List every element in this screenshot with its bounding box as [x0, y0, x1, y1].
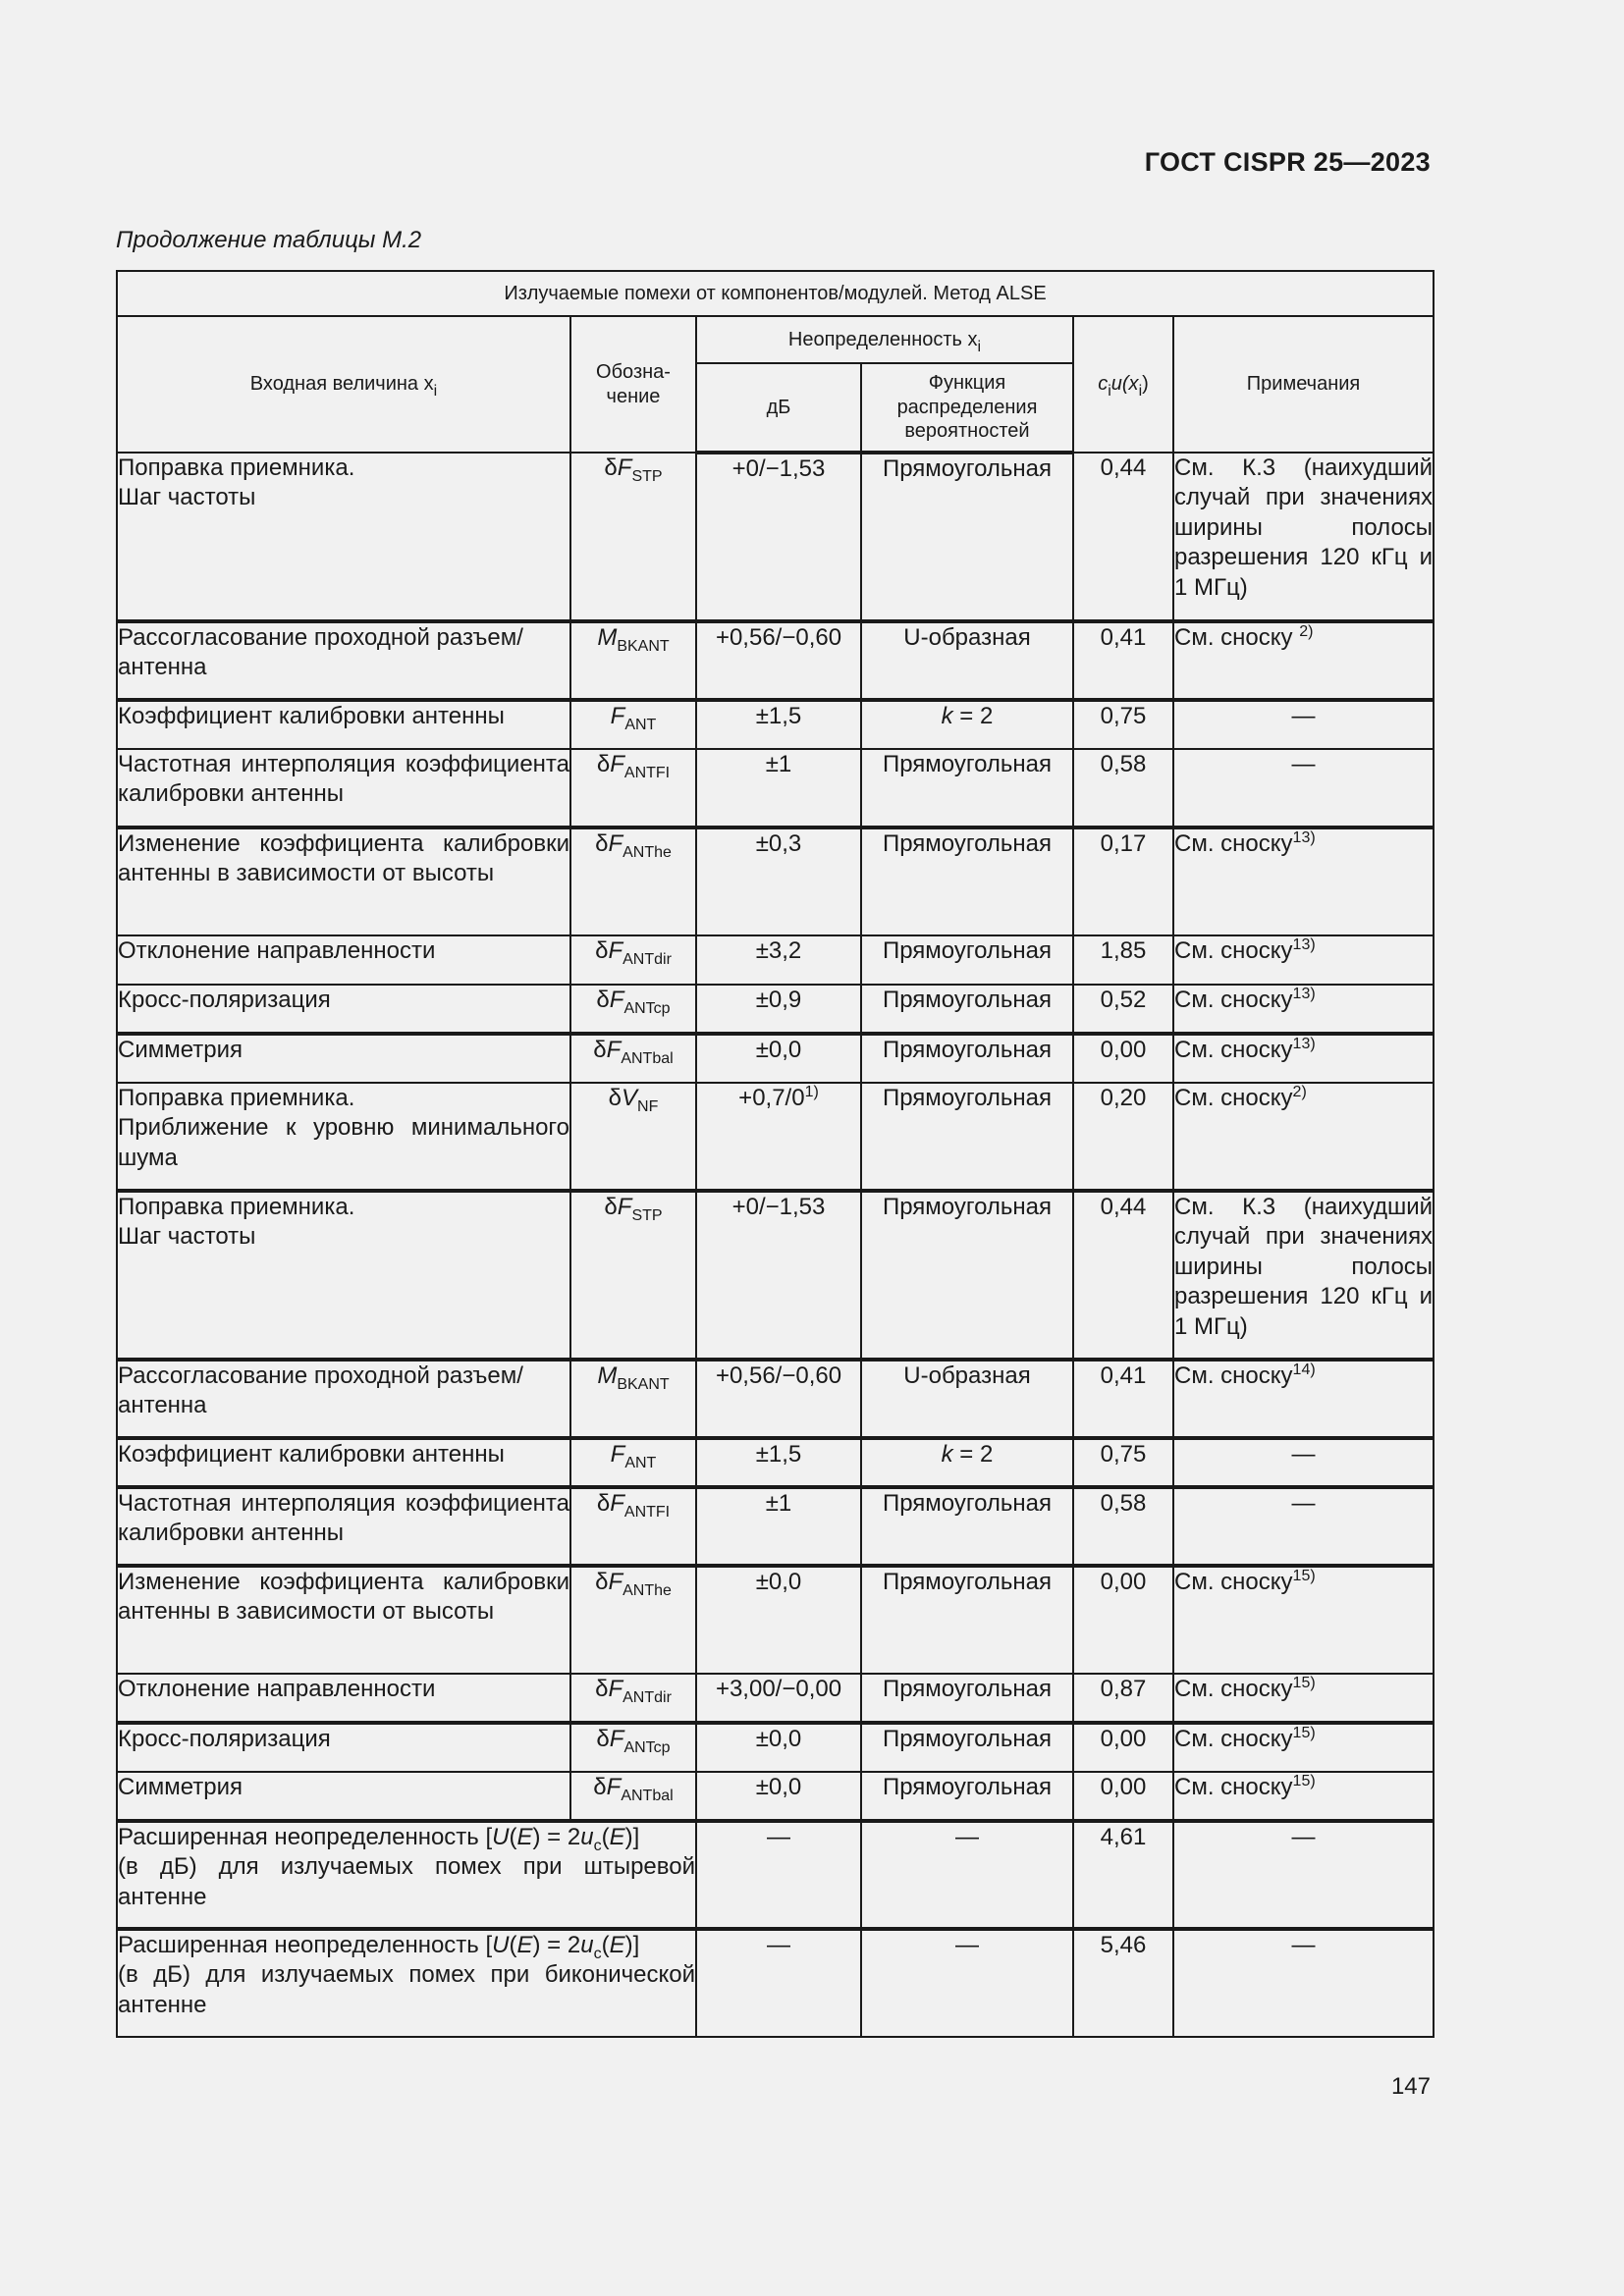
symbol-prefix: δ	[595, 1676, 609, 1702]
notes	[1173, 1674, 1434, 1723]
col-header-db: дБ	[696, 363, 861, 453]
distribution-text: Прямоугольная	[882, 1037, 1053, 1063]
db-value: +3,00/−0,00	[715, 1676, 842, 1702]
symbol-var: F	[608, 1569, 623, 1595]
uncertainty-db	[696, 1360, 861, 1438]
distribution-text: Прямоугольная	[882, 1194, 1053, 1220]
ci-ux-value: 0,87	[1073, 1674, 1173, 1723]
note-footnote: 13)	[1292, 829, 1316, 846]
distribution	[861, 1566, 1073, 1674]
symbol-sub: ANTcp	[623, 1000, 671, 1017]
table-row	[117, 985, 1434, 1034]
input-quantity: Отклонение направленности	[117, 1674, 570, 1723]
col-header-notes: Примечания	[1173, 316, 1434, 453]
symbol-var: M	[597, 1362, 618, 1389]
symbol-prefix: δ	[595, 830, 609, 857]
symbol-prefix: δ	[593, 1774, 607, 1800]
uncertainty-db	[696, 749, 861, 828]
note-text: См. сноску	[1174, 1569, 1293, 1595]
symbol-sub: ANThe	[623, 844, 672, 861]
ci-ux-value: 0,41	[1073, 1360, 1173, 1438]
input-quantity: Симметрия	[117, 1034, 570, 1083]
distribution	[861, 1487, 1073, 1566]
distribution	[861, 1083, 1073, 1191]
distribution	[861, 749, 1073, 828]
symbol	[570, 1723, 696, 1772]
uncertainty-table	[116, 270, 1435, 2038]
table-row	[117, 1487, 1434, 1566]
distribution-text: Прямоугольная	[882, 1676, 1053, 1702]
distribution-text: Прямоугольная	[882, 1569, 1053, 1595]
table-row	[117, 935, 1434, 985]
ci-ux-value: 0,75	[1073, 1438, 1173, 1487]
input-quantity: Поправка приемника. Приближение к уровню минимального шума	[117, 1083, 570, 1191]
document-id: ГОСТ CISPR 25—2023	[1144, 147, 1431, 177]
ci-ux-value: 0,17	[1073, 828, 1173, 935]
col-header-symbol: Обозна- чение	[570, 316, 696, 453]
symbol-var: F	[610, 751, 624, 777]
ci-ux-value: 1,85	[1073, 935, 1173, 985]
symbol-var: F	[609, 987, 624, 1013]
db-value: ±1,5	[755, 1441, 802, 1468]
input-quantity: Кросс-поляризация	[117, 1723, 570, 1772]
distribution	[861, 1772, 1073, 1821]
notes	[1173, 749, 1434, 828]
input-quantity: Поправка приемника. Шаг частоты	[117, 453, 570, 621]
symbol	[570, 621, 696, 700]
uncertainty-db	[696, 621, 861, 700]
note-footnote: 13)	[1292, 986, 1316, 1002]
db-value: +0/−1,53	[731, 1194, 826, 1220]
distribution	[861, 1723, 1073, 1772]
symbol-var: F	[609, 1726, 624, 1752]
col-header-input: Входная величина $x_i$	[117, 316, 570, 453]
symbol-sub: ANTbal	[621, 1788, 674, 1804]
input-quantity: Частотная интерполяция коэффициента калибровки антенны	[117, 1487, 570, 1566]
db-value: +0,56/−0,60	[715, 624, 842, 651]
symbol-sub: STP	[631, 468, 663, 485]
symbol-prefix: δ	[596, 1726, 610, 1752]
note-text: См. сноску	[1174, 624, 1300, 651]
symbol	[570, 1674, 696, 1723]
db-value: +0,7/0	[738, 1085, 805, 1111]
distribution: —	[861, 1929, 1073, 2037]
db-value: ±1	[765, 751, 792, 777]
note-text: См. сноску	[1174, 1774, 1293, 1800]
uncertainty-db: —	[696, 1821, 861, 1929]
symbol	[570, 1438, 696, 1487]
note-footnote: 2)	[1299, 623, 1314, 640]
note-footnote: 13)	[1292, 936, 1316, 953]
db-value: ±0,0	[755, 1037, 802, 1063]
note-text: См. сноску	[1174, 937, 1293, 964]
symbol	[570, 1566, 696, 1674]
symbol-sub: ANT	[624, 717, 657, 733]
symbol-prefix: δ	[593, 1037, 607, 1063]
distribution	[861, 828, 1073, 935]
symbol-prefix: δ	[596, 1490, 611, 1517]
symbol-sub: NF	[637, 1098, 659, 1115]
col-header-ci-ux: $c_iu(x_i)$	[1073, 316, 1173, 453]
note-footnote: 15)	[1292, 1568, 1316, 1584]
input-quantity: Симметрия	[117, 1772, 570, 1821]
distribution: —	[861, 1821, 1073, 1929]
distribution	[861, 935, 1073, 985]
distribution	[861, 700, 1073, 749]
symbol	[570, 935, 696, 985]
distribution-text: Прямоугольная	[882, 1774, 1053, 1800]
symbol-sub: BKANT	[617, 1376, 670, 1393]
notes	[1173, 935, 1434, 985]
ci-ux-value: 0,00	[1073, 1772, 1173, 1821]
symbol	[570, 700, 696, 749]
distribution	[861, 1034, 1073, 1083]
uncertainty-db	[696, 700, 861, 749]
notes	[1173, 1566, 1434, 1674]
input-quantity: Частотная интерполяция коэффициента калибровки антенны	[117, 749, 570, 828]
table-row	[117, 1191, 1434, 1360]
symbol	[570, 1487, 696, 1566]
ci-ux-value: 5,46	[1073, 1929, 1173, 2037]
symbol-var: F	[610, 1441, 625, 1468]
expanded-uncertainty-label: Расширенная неопределенность $[U(E) = 2u_c(E)]$ (в дБ) для излучаемых помех при биконической антенне	[117, 1929, 696, 2037]
input-quantity: Коэффициент калибровки антенны	[117, 1438, 570, 1487]
input-quantity: Отклонение направленности	[117, 935, 570, 985]
distribution-text: Прямоугольная	[882, 937, 1053, 964]
distribution-text: U-образная	[903, 1362, 1031, 1389]
table-row	[117, 1360, 1434, 1438]
symbol-sub: ANTFI	[623, 1504, 671, 1521]
col-header-uncertainty: Неопределенность $x_i$	[696, 316, 1073, 363]
input-quantity: Изменение коэффициента калибровки антенны в зависимости от высоты	[117, 828, 570, 935]
symbol	[570, 828, 696, 935]
symbol-var: F	[610, 1490, 624, 1517]
table-body	[117, 453, 1434, 2037]
distribution-k: k	[941, 703, 953, 729]
notes: —	[1173, 1821, 1434, 1929]
distribution-text: Прямоугольная	[882, 1085, 1053, 1111]
distribution	[861, 453, 1073, 621]
symbol-var: F	[608, 1676, 623, 1702]
notes	[1173, 1487, 1434, 1566]
note-text: См. сноску	[1174, 1362, 1293, 1389]
distribution-text: Прямоугольная	[882, 830, 1053, 857]
db-value: +0/−1,53	[731, 455, 826, 482]
notes	[1173, 1034, 1434, 1083]
ci-ux-value: 0,20	[1073, 1083, 1173, 1191]
note-footnote: 15)	[1292, 1675, 1316, 1691]
uncertainty-db	[696, 1034, 861, 1083]
notes	[1173, 453, 1434, 621]
symbol-sub: STP	[631, 1207, 663, 1224]
uncertainty-db	[696, 1772, 861, 1821]
note-footnote: 2)	[1292, 1084, 1307, 1100]
note-text: —	[1291, 751, 1316, 777]
notes	[1173, 1723, 1434, 1772]
notes	[1173, 985, 1434, 1034]
note-text: —	[1291, 703, 1316, 729]
uncertainty-db	[696, 1566, 861, 1674]
distribution-text: Прямоугольная	[882, 455, 1053, 482]
symbol	[570, 1360, 696, 1438]
symbol-sub: ANTdir	[623, 951, 672, 968]
db-value: ±1,5	[755, 703, 802, 729]
symbol-prefix: δ	[595, 937, 609, 964]
distribution	[861, 621, 1073, 700]
note-text: См. сноску	[1174, 830, 1293, 857]
distribution	[861, 985, 1073, 1034]
symbol	[570, 1034, 696, 1083]
expanded-uncertainty-row	[117, 1929, 1434, 2037]
symbol-prefix: δ	[604, 454, 618, 481]
uncertainty-db	[696, 453, 861, 621]
notes	[1173, 700, 1434, 749]
db-value: ±0,0	[755, 1774, 802, 1800]
symbol-var: F	[608, 937, 623, 964]
distribution	[861, 1191, 1073, 1360]
uncertainty-db	[696, 1438, 861, 1487]
table-row	[117, 621, 1434, 700]
input-quantity: Рассогласование проходной разъем/ антенна	[117, 1360, 570, 1438]
db-value: ±0,3	[755, 830, 802, 857]
note-text: См. сноску	[1174, 1037, 1293, 1063]
symbol-sub: ANThe	[623, 1582, 672, 1599]
db-value: +0,56/−0,60	[715, 1362, 842, 1389]
symbol-var: M	[597, 624, 618, 651]
symbol-var: F	[617, 454, 632, 481]
symbol-sub: ANTdir	[623, 1689, 672, 1706]
notes: —	[1173, 1929, 1434, 2037]
ci-ux-value: 4,61	[1073, 1821, 1173, 1929]
input-quantity: Изменение коэффициента калибровки антенны в зависимости от высоты	[117, 1566, 570, 1674]
note-footnote: 13)	[1292, 1036, 1316, 1052]
table-row	[117, 1438, 1434, 1487]
symbol-prefix: δ	[604, 1194, 618, 1220]
ci-ux-value: 0,58	[1073, 749, 1173, 828]
note-text: —	[1291, 1490, 1316, 1517]
symbol	[570, 985, 696, 1034]
distribution-k: k	[941, 1441, 953, 1468]
symbol-prefix: δ	[596, 751, 611, 777]
notes	[1173, 1438, 1434, 1487]
ci-ux-value: 0,00	[1073, 1723, 1173, 1772]
table-caption: Продолжение таблицы М.2	[116, 227, 422, 253]
table-row	[117, 828, 1434, 935]
uncertainty-db	[696, 828, 861, 935]
col-header-distribution: Функция распределения вероятностей	[861, 363, 1073, 453]
symbol-var: F	[610, 703, 625, 729]
symbol-sub: BKANT	[617, 638, 670, 655]
notes	[1173, 1360, 1434, 1438]
symbol-var: F	[606, 1037, 622, 1063]
note-text: См. сноску	[1174, 1085, 1293, 1111]
table-row	[117, 1723, 1434, 1772]
notes	[1173, 1191, 1434, 1360]
ci-ux-value: 0,44	[1073, 1191, 1173, 1360]
note-text: —	[1291, 1441, 1316, 1468]
symbol-var: V	[622, 1085, 638, 1111]
note-footnote: 15)	[1292, 1725, 1316, 1741]
ci-ux-value: 0,00	[1073, 1566, 1173, 1674]
input-quantity: Кросс-поляризация	[117, 985, 570, 1034]
ci-ux-value: 0,52	[1073, 985, 1173, 1034]
note-text: См. К.3 (наихудший случай при значениях ширины полосы разрешения 120 кГц и 1 МГц)	[1174, 1194, 1434, 1340]
note-text: См. сноску	[1174, 1726, 1293, 1752]
symbol	[570, 1083, 696, 1191]
input-quantity: Рассогласование проходной разъем/ антенна	[117, 621, 570, 700]
symbol	[570, 1191, 696, 1360]
symbol-var: F	[617, 1194, 632, 1220]
symbol-prefix: δ	[608, 1085, 622, 1111]
distribution-text: Прямоугольная	[882, 1490, 1053, 1517]
table-title: Излучаемые помехи от компонентов/модулей. Метод ALSE	[117, 271, 1434, 316]
distribution	[861, 1360, 1073, 1438]
uncertainty-db: —	[696, 1929, 861, 2037]
distribution-text: = 2	[952, 1441, 994, 1468]
symbol-prefix: δ	[595, 1569, 609, 1595]
distribution-text: = 2	[952, 703, 994, 729]
db-value: ±0,0	[755, 1569, 802, 1595]
notes	[1173, 621, 1434, 700]
db-value: ±0,0	[755, 1726, 802, 1752]
symbol	[570, 1772, 696, 1821]
symbol-sub: ANTbal	[621, 1050, 674, 1067]
symbol	[570, 749, 696, 828]
db-value: ±0,9	[755, 987, 802, 1013]
expanded-uncertainty-label: Расширенная неопределенность $[U(E) = 2u_c(E)]$ (в дБ) для излучаемых помех при штыревой антенне	[117, 1821, 696, 1929]
table-row	[117, 453, 1434, 621]
ci-ux-value: 0,41	[1073, 621, 1173, 700]
ci-ux-value: 0,75	[1073, 700, 1173, 749]
ci-ux-value: 0,44	[1073, 453, 1173, 621]
db-value: ±1	[765, 1490, 792, 1517]
symbol-sub: ANTcp	[623, 1739, 671, 1756]
ci-ux-value: 0,58	[1073, 1487, 1173, 1566]
symbol-sub: ANTFI	[623, 765, 671, 781]
distribution	[861, 1674, 1073, 1723]
symbol-sub: ANT	[624, 1455, 657, 1471]
ci-ux-value: 0,00	[1073, 1034, 1173, 1083]
input-quantity: Коэффициент калибровки антенны	[117, 700, 570, 749]
uncertainty-db	[696, 1674, 861, 1723]
expanded-uncertainty-row	[117, 1821, 1434, 1929]
table-row	[117, 1034, 1434, 1083]
symbol-prefix: δ	[596, 987, 610, 1013]
note-text: См. К.3 (наихудший случай при значениях ширины полосы разрешения 120 кГц и 1 МГц)	[1174, 454, 1434, 601]
notes	[1173, 1772, 1434, 1821]
uncertainty-db	[696, 1487, 861, 1566]
symbol-var: F	[606, 1774, 622, 1800]
note-text: См. сноску	[1174, 1676, 1293, 1702]
page-number: 147	[1390, 2073, 1431, 2100]
note-footnote: 15)	[1292, 1773, 1316, 1789]
table-row	[117, 1772, 1434, 1821]
table-row	[117, 700, 1434, 749]
notes	[1173, 1083, 1434, 1191]
table-row	[117, 1674, 1434, 1723]
table-row	[117, 1083, 1434, 1191]
distribution-text: U-образная	[903, 624, 1031, 651]
uncertainty-db	[696, 1083, 861, 1191]
distribution	[861, 1438, 1073, 1487]
notes	[1173, 828, 1434, 935]
distribution-text: Прямоугольная	[882, 751, 1053, 777]
db-footnote: 1)	[804, 1084, 819, 1100]
note-text: См. сноску	[1174, 987, 1293, 1013]
uncertainty-db	[696, 935, 861, 985]
table-row	[117, 749, 1434, 828]
uncertainty-db	[696, 1191, 861, 1360]
distribution-text: Прямоугольная	[882, 987, 1053, 1013]
note-footnote: 14)	[1292, 1362, 1316, 1378]
symbol	[570, 453, 696, 621]
uncertainty-db	[696, 985, 861, 1034]
table-row	[117, 1566, 1434, 1674]
distribution-text: Прямоугольная	[882, 1726, 1053, 1752]
db-value: ±3,2	[755, 937, 802, 964]
uncertainty-db	[696, 1723, 861, 1772]
symbol-var: F	[608, 830, 623, 857]
input-quantity: Поправка приемника. Шаг частоты	[117, 1191, 570, 1360]
